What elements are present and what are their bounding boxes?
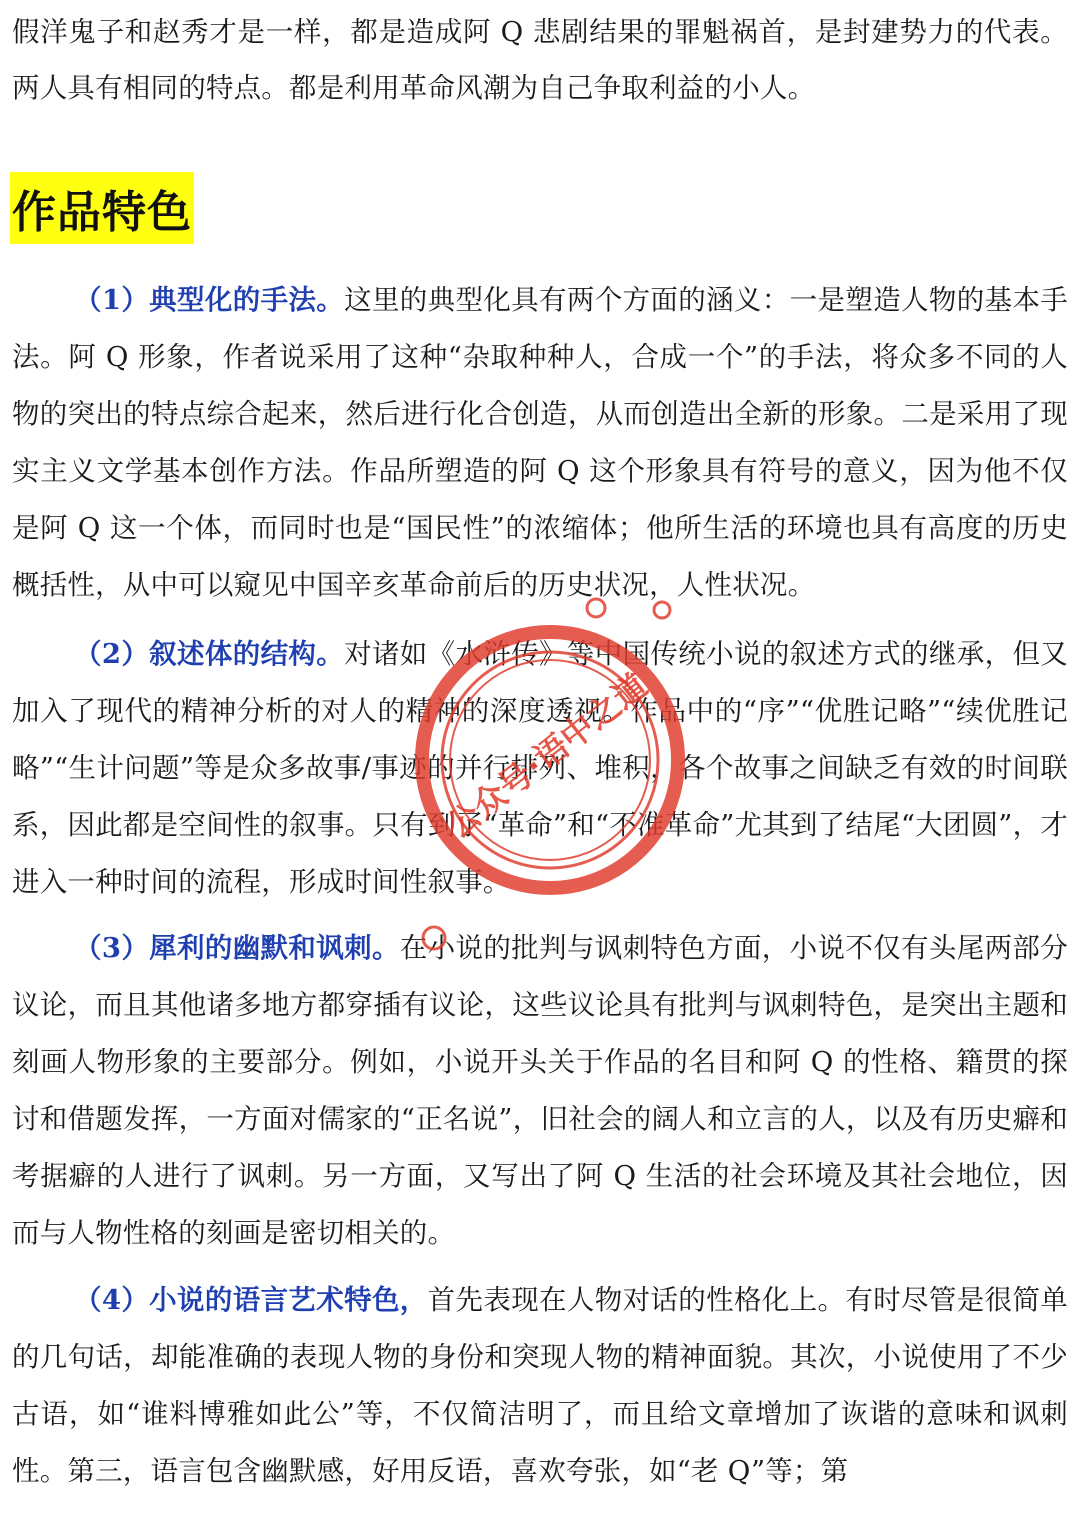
feature-paragraph-1 bbox=[12, 272, 1068, 614]
section-heading-highlight bbox=[10, 172, 194, 244]
watermark-text: 公众号·语中之道 bbox=[438, 665, 655, 847]
feature-body-1: 这里的典型化具有两个方面的涵义：一是塑造人物的基本手法。阿 Q 形象，作者说采用了这种“杂取种种人，合成一个”的手法，将众多不同的人物的突出的特点综合起来，然后进行化合创造，从而创造出全新的形象。二是采用了现实主义文学基本创作方法。作品所塑造的阿 Q 这个形象具有符号的意义，因为他不仅是阿 Q 这一个体，而同时也是“国民性”的浓缩体；他所生活的环境也具有高度的历史概括性，从中可以窥见中国辛亥革命前后的历史状况，人性状况。 bbox=[12, 284, 1068, 601]
feature-body-4: 首先表现在人物对话的性格化上。有时尽管是很简单的几句话，却能准确的表现人物的身份和突现人物的精神面貌。其次，小说使用了不少古语，如“谁料博雅如此公”等，不仅简洁明了，而且给文章增加了诙谐的意味和讽刺性。第三，语言包含幽默感，好用反语，喜欢夸张，如“老 Q”等；第 bbox=[12, 1284, 1068, 1487]
feature-lead-4: （4）小说的语言艺术特色， bbox=[74, 1284, 428, 1316]
intro-paragraph: 假洋鬼子和赵秀才是一样，都是造成阿 Q 悲剧结果的罪魁祸首，是封建势力的代表。两人具有相同的特点。都是利用革命风潮为自己争取利益的小人。 bbox=[12, 16, 1068, 104]
feature-lead-1: （1）典型化的手法。 bbox=[74, 284, 345, 316]
feature-body-2: 对诸如《水浒传》等中国传统小说的叙述方式的继承，但又加入了现代的精神分析的对人的精神的深度透视。作品中的“序”“优胜记略”“续优胜记略”“生计问题”等是众多故事/事迹的并行排列、堆积，各个故事之间缺乏有效的时间联系，因此都是空间性的叙事。只有到了“革命”和“不准革命”尤其到了结尾“大团圆”，才进入一种时间的流程，形成时间性叙事。 bbox=[12, 638, 1068, 898]
feature-paragraph-2 bbox=[12, 626, 1068, 911]
feature-lead-2: （2）叙述体的结构。 bbox=[74, 638, 345, 670]
feature-body-3: 在小说的批判与讽刺特色方面，小说不仅有头尾两部分议论，而且其他诸多地方都穿插有议论，这些议论具有批判与讽刺特色，是突出主题和刻画人物形象的主要部分。例如，小说开头关于作品的名目和阿 Q 的性格、籍贯的探讨和借题发挥，一方面对儒家的“正名说”，旧社会的阔人和立言的人，以及有历史癖和考据癖的人进行了讽刺。另一方面，又写出了阿 Q 生活的社会环境及其社会地位，因而与人物性格的刻画是密切相关的。 bbox=[12, 932, 1068, 1249]
feature-paragraph-3 bbox=[12, 920, 1068, 1262]
section-heading: 作品特色 bbox=[12, 187, 192, 238]
feature-lead-3: （3）犀利的幽默和讽刺。 bbox=[74, 932, 400, 964]
feature-paragraph-4 bbox=[12, 1272, 1068, 1500]
